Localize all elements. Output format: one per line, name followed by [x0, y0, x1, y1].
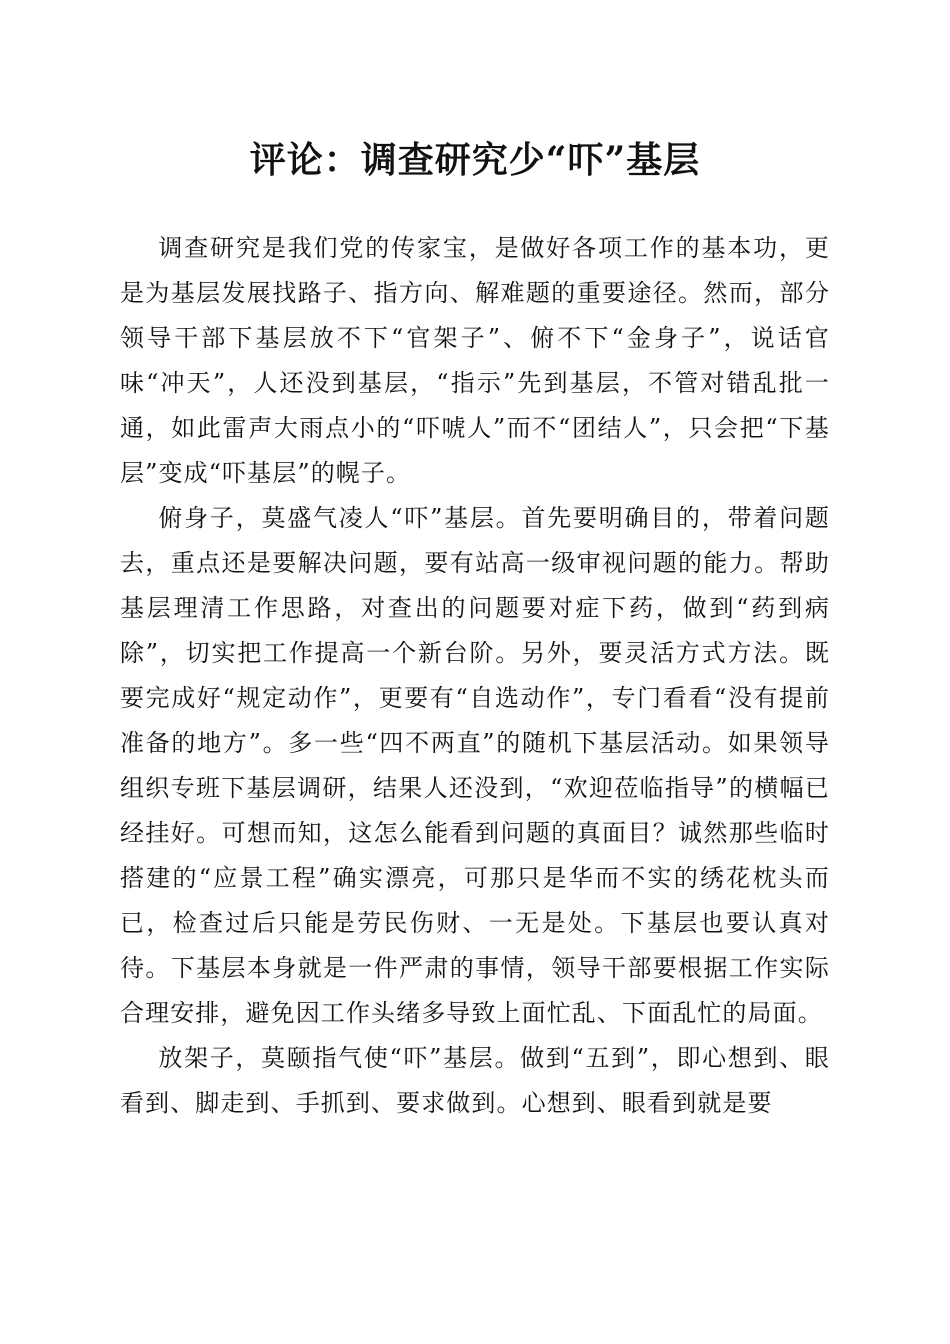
document-body: [120, 226, 830, 1126]
paragraph-3: 放架子，莫颐指气使“吓”基层。做到“五到”，即心想到、眼看到、脚走到、手抓到、要求做到。心想到、眼看到就是要: [120, 1044, 830, 1117]
paragraph-1: 调查研究是我们党的传家宝，是做好各项工作的基本功，更是为基层发展找路子、指方向、解难题的重要途径。然而，部分领导干部下基层放不下“官架子”、俯不下“金身子”，说话官味“冲天”，人还没到基层，“指示”先到基层，不管对错乱批一通，如此雷声大雨点小的“吓唬人”而不“团结人”，只会把“下基层”变成“吓基层”的幌子。: [120, 234, 830, 487]
document-title: 评论：调查研究少“吓”基层: [249, 139, 701, 181]
paragraph-2: 俯身子，莫盛气凌人“吓”基层。首先要明确目的，带着问题去，重点还是要解决问题，要有站高一级审视问题的能力。帮助基层理清工作思路，对查出的问题要对症下药，做到“药到病除”，切实把工作提高一个新台阶。另外，要灵活方式方法。既要完成好“规定动作”，更要有“自选动作”，专门看看“没有提前准备的地方”。多一些“四不两直”的随机下基层活动。如果领导组织专班下基层调研，结果人还没到，“欢迎莅临指导”的横幅已经挂好。可想而知，这怎么能看到问题的真面目？诚然那些临时搭建的“应景工程”确实漂亮，可那只是华而不实的绣花枕头而已，检查过后只能是劳民伤财、一无是处。下基层也要认真对待。下基层本身就是一件严肃的事情，领导干部要根据工作实际合理安排，避免因工作头绪多导致上面忙乱、下面乱忙的局面。: [120, 504, 830, 1027]
